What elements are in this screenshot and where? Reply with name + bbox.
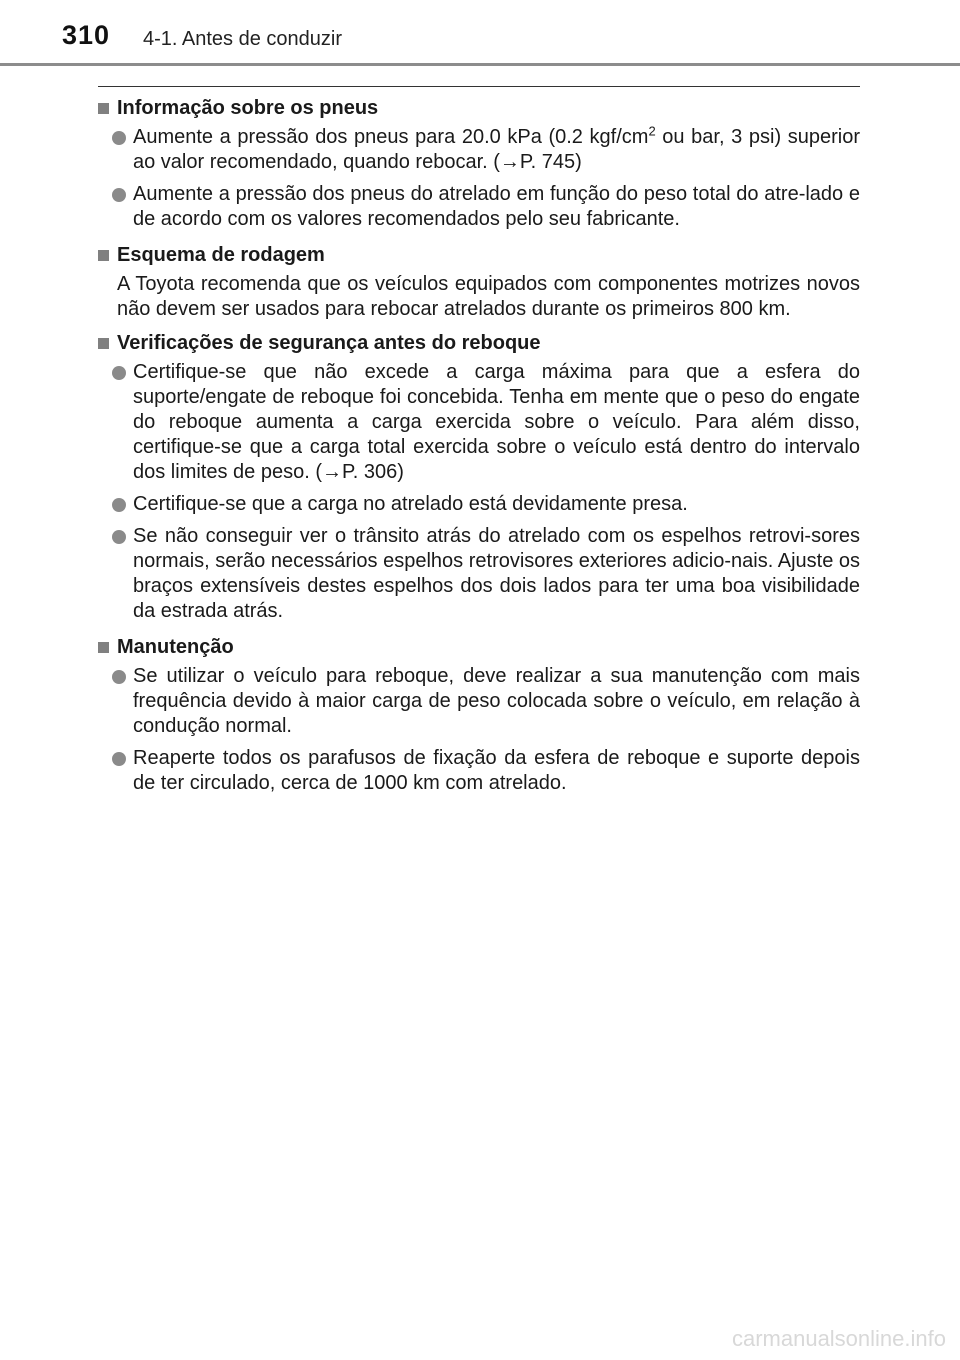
divider [98,86,860,87]
circle-bullet-icon [112,188,126,202]
section-heading-text: Esquema de rodagem [117,244,325,266]
list-item [96,743,860,800]
section-heading [96,94,860,122]
list-item [96,357,860,489]
square-bullet-icon [98,642,109,653]
chapter-title: 4-1. Antes de conduzir [143,28,343,50]
square-bullet-icon [98,250,109,261]
section-heading-text: Informação sobre os pneus [117,97,379,119]
superscript: 2 [648,123,656,139]
circle-bullet-icon [112,131,126,145]
list-item-text [133,123,860,173]
list-item [96,179,860,236]
circle-bullet-icon [112,366,126,380]
section-tire-info [96,94,860,236]
section-heading-text: Manutenção [117,636,234,658]
list-item-text: Reaperte todos os parafusos de fixação da esfera de reboque e suporte depois de ter circulado, cerca de 1000 km com atrelado. [133,747,860,794]
text-part: Aumente a pressão dos pneus para 20.0 kPa (0.2 kgf/cm [133,126,649,148]
list-item-text: Se utilizar o veículo para reboque, deve realizar a sua manutenção com mais frequência devido à maior carga de peso colocada sobre o veículo, em relação à condução normal. [133,665,860,737]
text-part: ou bar, 3 psi) superior ao valor recomendado, quando rebocar. (→P. 745) [133,126,860,173]
list-item-text: Aumente a pressão dos pneus do atrelado em função do peso total do atre-lado e de acordo com os valores recomendados pelo seu fabricante. [133,183,860,230]
paragraph: A Toyota recomenda que os veículos equipados com componentes motrizes novos não devem ser usados para rebocar atrelados durante os primeiros 800 km. [117,273,860,320]
section-heading [96,633,860,661]
circle-bullet-icon [112,498,126,512]
list-item-text: Se não conseguir ver o trânsito atrás do atrelado com os espelhos retrovi-sores normais, serão necessários espelhos retrovisores exteriores adicio-nais. Ajuste os braços extensíveis destes espelhos dos dois lados para ter uma boa visibilidade da estrada atrás. [133,525,861,622]
section-heading-text: Verificações de segurança antes do reboque [117,332,541,354]
section-break-in [96,241,860,324]
page-number: 310 [62,20,111,50]
section-heading [96,241,860,269]
section-maintenance [96,633,860,800]
list-item-text: Certifique-se que não excede a carga máxima para que a esfera do suporte/engate de reboque foi concebida. Tenha em mente que o peso do engate do reboque aumenta a carga exercida sobre o veículo. Para além disso, certifique-se que a carga total exercida sobre o veículo está dentro do intervalo dos limites de peso. (→P. 306) [133,361,860,483]
page-content [96,94,860,805]
list-item [96,489,860,521]
watermark: carmanualsonline.info [731,1326,946,1351]
circle-bullet-icon [112,670,126,684]
circle-bullet-icon [112,752,126,766]
square-bullet-icon [98,338,109,349]
section-heading [96,329,860,357]
list-item [96,521,860,628]
page-header [0,0,960,66]
square-bullet-icon [98,103,109,114]
list-item [96,122,860,179]
circle-bullet-icon [112,530,126,544]
list-item [96,661,860,743]
section-safety-checks [96,329,860,628]
list-item-text: Certifique-se que a carga no atrelado está devidamente presa. [133,493,688,515]
